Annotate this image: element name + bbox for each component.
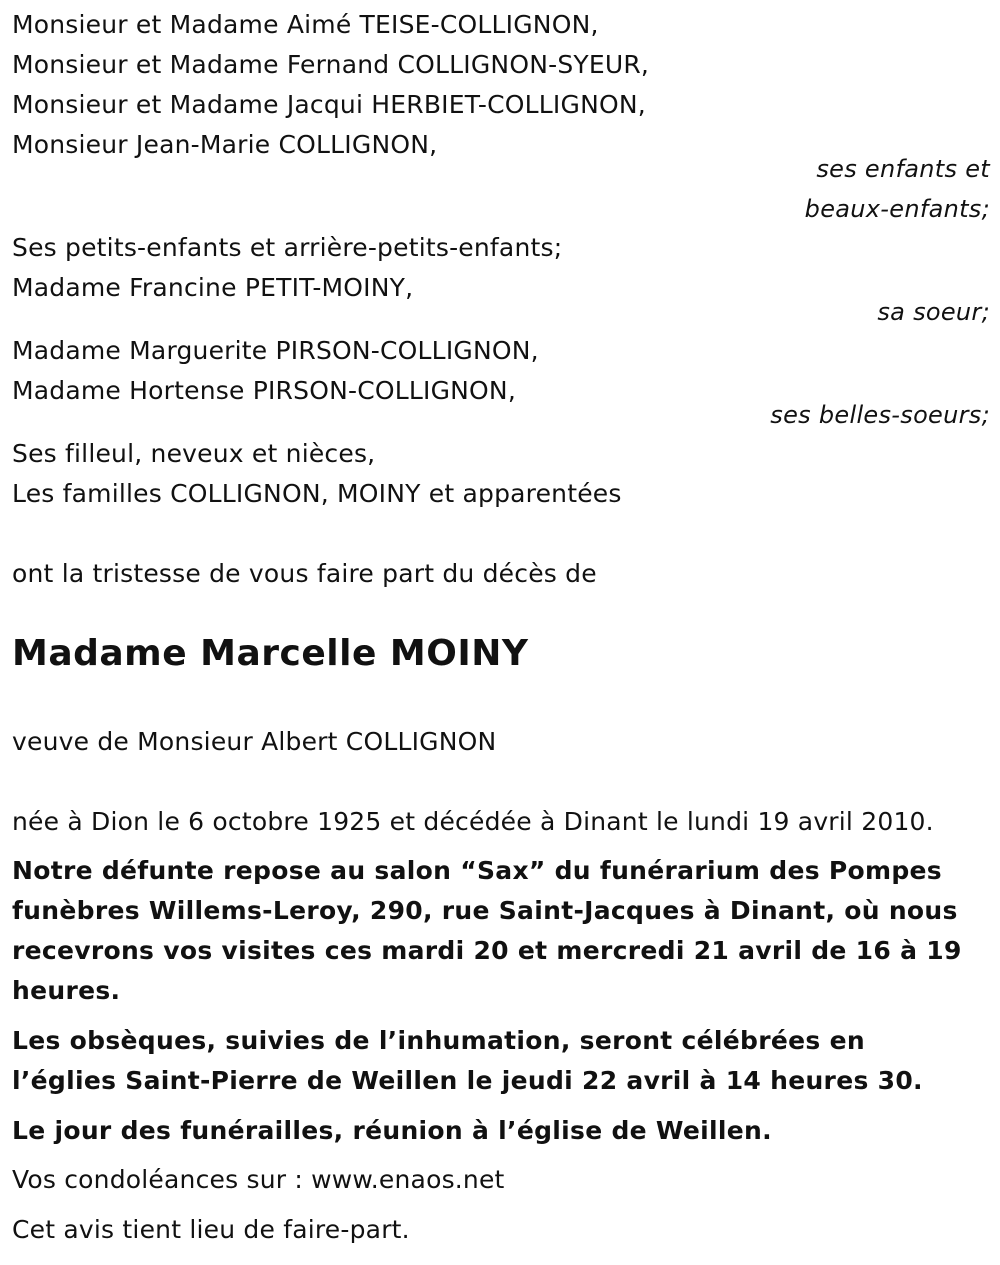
sister-label: sa soeur; <box>877 298 990 326</box>
family-line-3: Monsieur et Madame Jacqui HERBIET-COLLIGNON, <box>12 90 646 119</box>
condolences-line: Vos condoléances sur : www.enaos.net <box>12 1165 505 1194</box>
announcement-line: ont la tristesse de vous faire part du décès de <box>12 559 597 588</box>
notice-line: Cet avis tient lieu de faire-part. <box>12 1215 410 1244</box>
sister-in-law-line-2: Madame Hortense PIRSON-COLLIGNON, <box>12 376 516 405</box>
grandchildren-line: Ses petits-enfants et arrière-petits-enfants; <box>12 233 563 262</box>
dates-line: née à Dion le 6 octobre 1925 et décédée à Dinant le lundi 19 avril 2010. <box>12 807 934 836</box>
deceased-name: Madame Marcelle MOINY <box>12 633 529 674</box>
sister-in-law-line-1: Madame Marguerite PIRSON-COLLIGNON, <box>12 336 539 365</box>
families-line: Les familles COLLIGNON, MOINY et apparentées <box>12 479 622 508</box>
meeting-paragraph: Le jour des funérailles, réunion à l’église de Weillen. <box>12 1116 772 1145</box>
children-label-2: beaux-enfants; <box>804 195 990 223</box>
widow-of-line: veuve de Monsieur Albert COLLIGNON <box>12 727 497 756</box>
family-line-1: Monsieur et Madame Aimé TEISE-COLLIGNON, <box>12 10 599 39</box>
family-line-4: Monsieur Jean-Marie COLLIGNON, <box>12 130 438 159</box>
sister-line: Madame Francine PETIT-MOINY, <box>12 273 414 302</box>
godchildren-line: Ses filleul, neveux et nièces, <box>12 439 376 468</box>
funeral-paragraph: Les obsèques, suivies de l’inhumation, seront célébrées en l’églies Saint-Pierre de Weillen le jeudi 22 avril à 14 heures 30. <box>12 1026 923 1095</box>
family-line-2: Monsieur et Madame Fernand COLLIGNON-SYEUR, <box>12 50 650 79</box>
sisters-in-law-label: ses belles-soeurs; <box>770 401 990 429</box>
children-label-1: ses enfants et <box>816 155 990 183</box>
visitation-paragraph: Notre défunte repose au salon “Sax” du funérarium des Pompes funèbres Willems-Leroy, 290, rue Saint-Jacques à Dinant, où nous recevrons vos visites ces mardi 20 et mercredi 21 avril de 16 à 19 heures. <box>12 856 962 1005</box>
